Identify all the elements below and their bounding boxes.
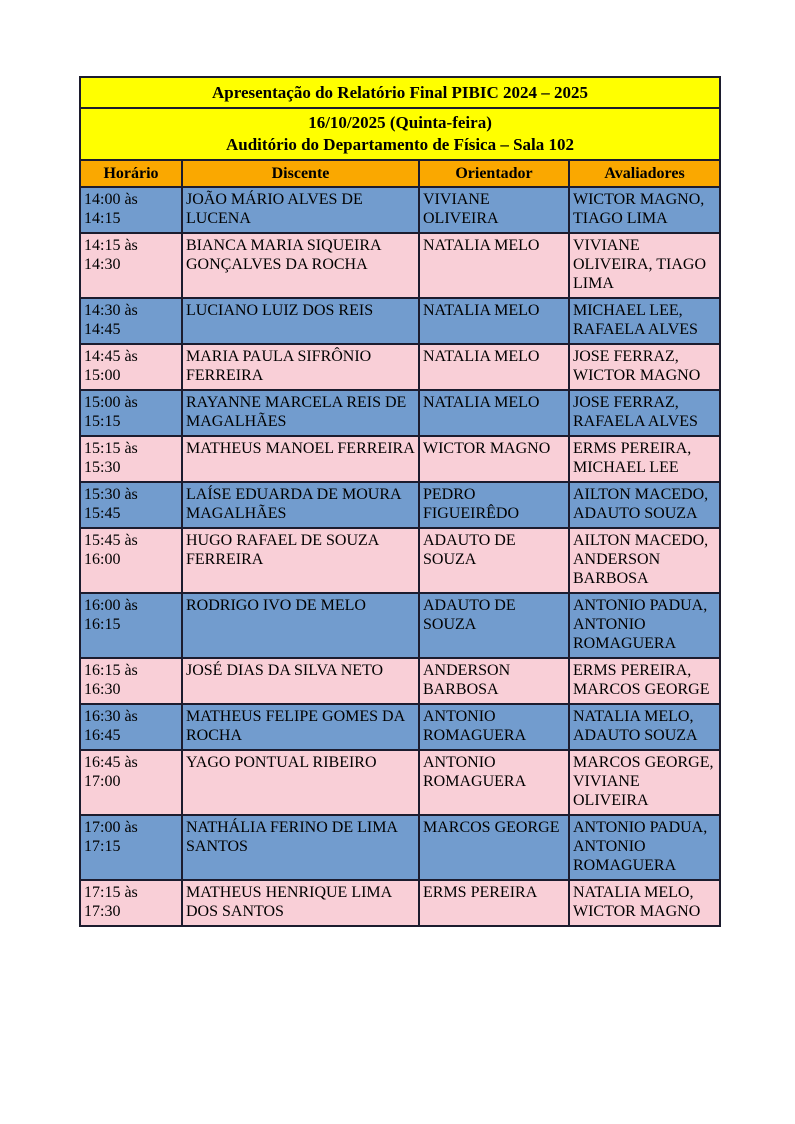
table-row — [80, 436, 720, 482]
column-header-orientador: Orientador — [419, 160, 569, 187]
schedule-rows — [80, 187, 720, 926]
subtitle-row — [80, 108, 720, 160]
student-cell: MATHEUS FELIPE GOMES DA ROCHA — [182, 704, 419, 750]
advisor-cell: ERMS PEREIRA — [419, 880, 569, 926]
time-cell: 15:15 às 15:30 — [80, 436, 182, 482]
evaluators-cell: ERMS PEREIRA, MICHAEL LEE — [569, 436, 720, 482]
event-date: 16/10/2025 (Quinta-feira) — [308, 113, 492, 132]
student-cell: RAYANNE MARCELA REIS DE MAGALHÃES — [182, 390, 419, 436]
advisor-cell: NATALIA MELO — [419, 390, 569, 436]
evaluators-cell: VIVIANE OLIVEIRA, TIAGO LIMA — [569, 233, 720, 298]
title-row — [80, 77, 720, 108]
evaluators-cell: JOSE FERRAZ, RAFAELA ALVES — [569, 390, 720, 436]
advisor-cell: PEDRO FIGUEIRÊDO — [419, 482, 569, 528]
advisor-cell: ANTONIO ROMAGUERA — [419, 704, 569, 750]
time-cell: 17:15 às 17:30 — [80, 880, 182, 926]
page-title: Apresentação do Relatório Final PIBIC 2024 – 2025 — [80, 77, 720, 108]
student-cell: HUGO RAFAEL DE SOUZA FERREIRA — [182, 528, 419, 593]
time-cell: 15:30 às 15:45 — [80, 482, 182, 528]
event-info — [80, 108, 720, 160]
student-cell: MATHEUS MANOEL FERREIRA — [182, 436, 419, 482]
advisor-cell: ADAUTO DE SOUZA — [419, 528, 569, 593]
student-cell: JOÃO MÁRIO ALVES DE LUCENA — [182, 187, 419, 233]
table-row — [80, 750, 720, 815]
evaluators-cell: AILTON MACEDO, ANDERSON BARBOSA — [569, 528, 720, 593]
time-cell: 17:00 às 17:15 — [80, 815, 182, 880]
table-row — [80, 593, 720, 658]
time-cell: 16:15 às 16:30 — [80, 658, 182, 704]
evaluators-cell: ERMS PEREIRA, MARCOS GEORGE — [569, 658, 720, 704]
advisor-cell: NATALIA MELO — [419, 344, 569, 390]
document-page — [79, 76, 721, 927]
advisor-cell: VIVIANE OLIVEIRA — [419, 187, 569, 233]
student-cell: LAÍSE EDUARDA DE MOURA MAGALHÃES — [182, 482, 419, 528]
column-header-row — [80, 160, 720, 187]
time-cell: 16:30 às 16:45 — [80, 704, 182, 750]
time-cell: 15:45 às 16:00 — [80, 528, 182, 593]
table-row — [80, 482, 720, 528]
time-cell: 14:30 às 14:45 — [80, 298, 182, 344]
advisor-cell: MARCOS GEORGE — [419, 815, 569, 880]
time-cell: 15:00 às 15:15 — [80, 390, 182, 436]
student-cell: YAGO PONTUAL RIBEIRO — [182, 750, 419, 815]
table-row — [80, 233, 720, 298]
student-cell: MATHEUS HENRIQUE LIMA DOS SANTOS — [182, 880, 419, 926]
table-row — [80, 298, 720, 344]
time-cell: 16:00 às 16:15 — [80, 593, 182, 658]
time-cell: 16:45 às 17:00 — [80, 750, 182, 815]
evaluators-cell: AILTON MACEDO, ADAUTO SOUZA — [569, 482, 720, 528]
advisor-cell: ANTONIO ROMAGUERA — [419, 750, 569, 815]
advisor-cell: ANDERSON BARBOSA — [419, 658, 569, 704]
event-location: Auditório do Departamento de Física – Sala 102 — [226, 135, 575, 154]
table-row — [80, 658, 720, 704]
column-header-discente: Discente — [182, 160, 419, 187]
table-row — [80, 815, 720, 880]
time-cell: 14:45 às 15:00 — [80, 344, 182, 390]
schedule-table — [79, 76, 721, 927]
student-cell: BIANCA MARIA SIQUEIRA GONÇALVES DA ROCHA — [182, 233, 419, 298]
table-row — [80, 528, 720, 593]
evaluators-cell: ANTONIO PADUA, ANTONIO ROMAGUERA — [569, 815, 720, 880]
time-cell: 14:15 às 14:30 — [80, 233, 182, 298]
advisor-cell: WICTOR MAGNO — [419, 436, 569, 482]
student-cell: LUCIANO LUIZ DOS REIS — [182, 298, 419, 344]
evaluators-cell: NATALIA MELO, ADAUTO SOUZA — [569, 704, 720, 750]
student-cell: RODRIGO IVO DE MELO — [182, 593, 419, 658]
table-row — [80, 704, 720, 750]
table-row — [80, 344, 720, 390]
evaluators-cell: MICHAEL LEE, RAFAELA ALVES — [569, 298, 720, 344]
evaluators-cell: WICTOR MAGNO, TIAGO LIMA — [569, 187, 720, 233]
time-cell: 14:00 às 14:15 — [80, 187, 182, 233]
advisor-cell: NATALIA MELO — [419, 233, 569, 298]
table-row — [80, 390, 720, 436]
evaluators-cell: MARCOS GEORGE, VIVIANE OLIVEIRA — [569, 750, 720, 815]
student-cell: JOSÉ DIAS DA SILVA NETO — [182, 658, 419, 704]
student-cell: MARIA PAULA SIFRÔNIO FERREIRA — [182, 344, 419, 390]
table-row — [80, 880, 720, 926]
column-header-avaliadores: Avaliadores — [569, 160, 720, 187]
advisor-cell: ADAUTO DE SOUZA — [419, 593, 569, 658]
table-row — [80, 187, 720, 233]
column-header-horario: Horário — [80, 160, 182, 187]
evaluators-cell: NATALIA MELO, WICTOR MAGNO — [569, 880, 720, 926]
evaluators-cell: JOSE FERRAZ, WICTOR MAGNO — [569, 344, 720, 390]
advisor-cell: NATALIA MELO — [419, 298, 569, 344]
evaluators-cell: ANTONIO PADUA, ANTONIO ROMAGUERA — [569, 593, 720, 658]
student-cell: NATHÁLIA FERINO DE LIMA SANTOS — [182, 815, 419, 880]
